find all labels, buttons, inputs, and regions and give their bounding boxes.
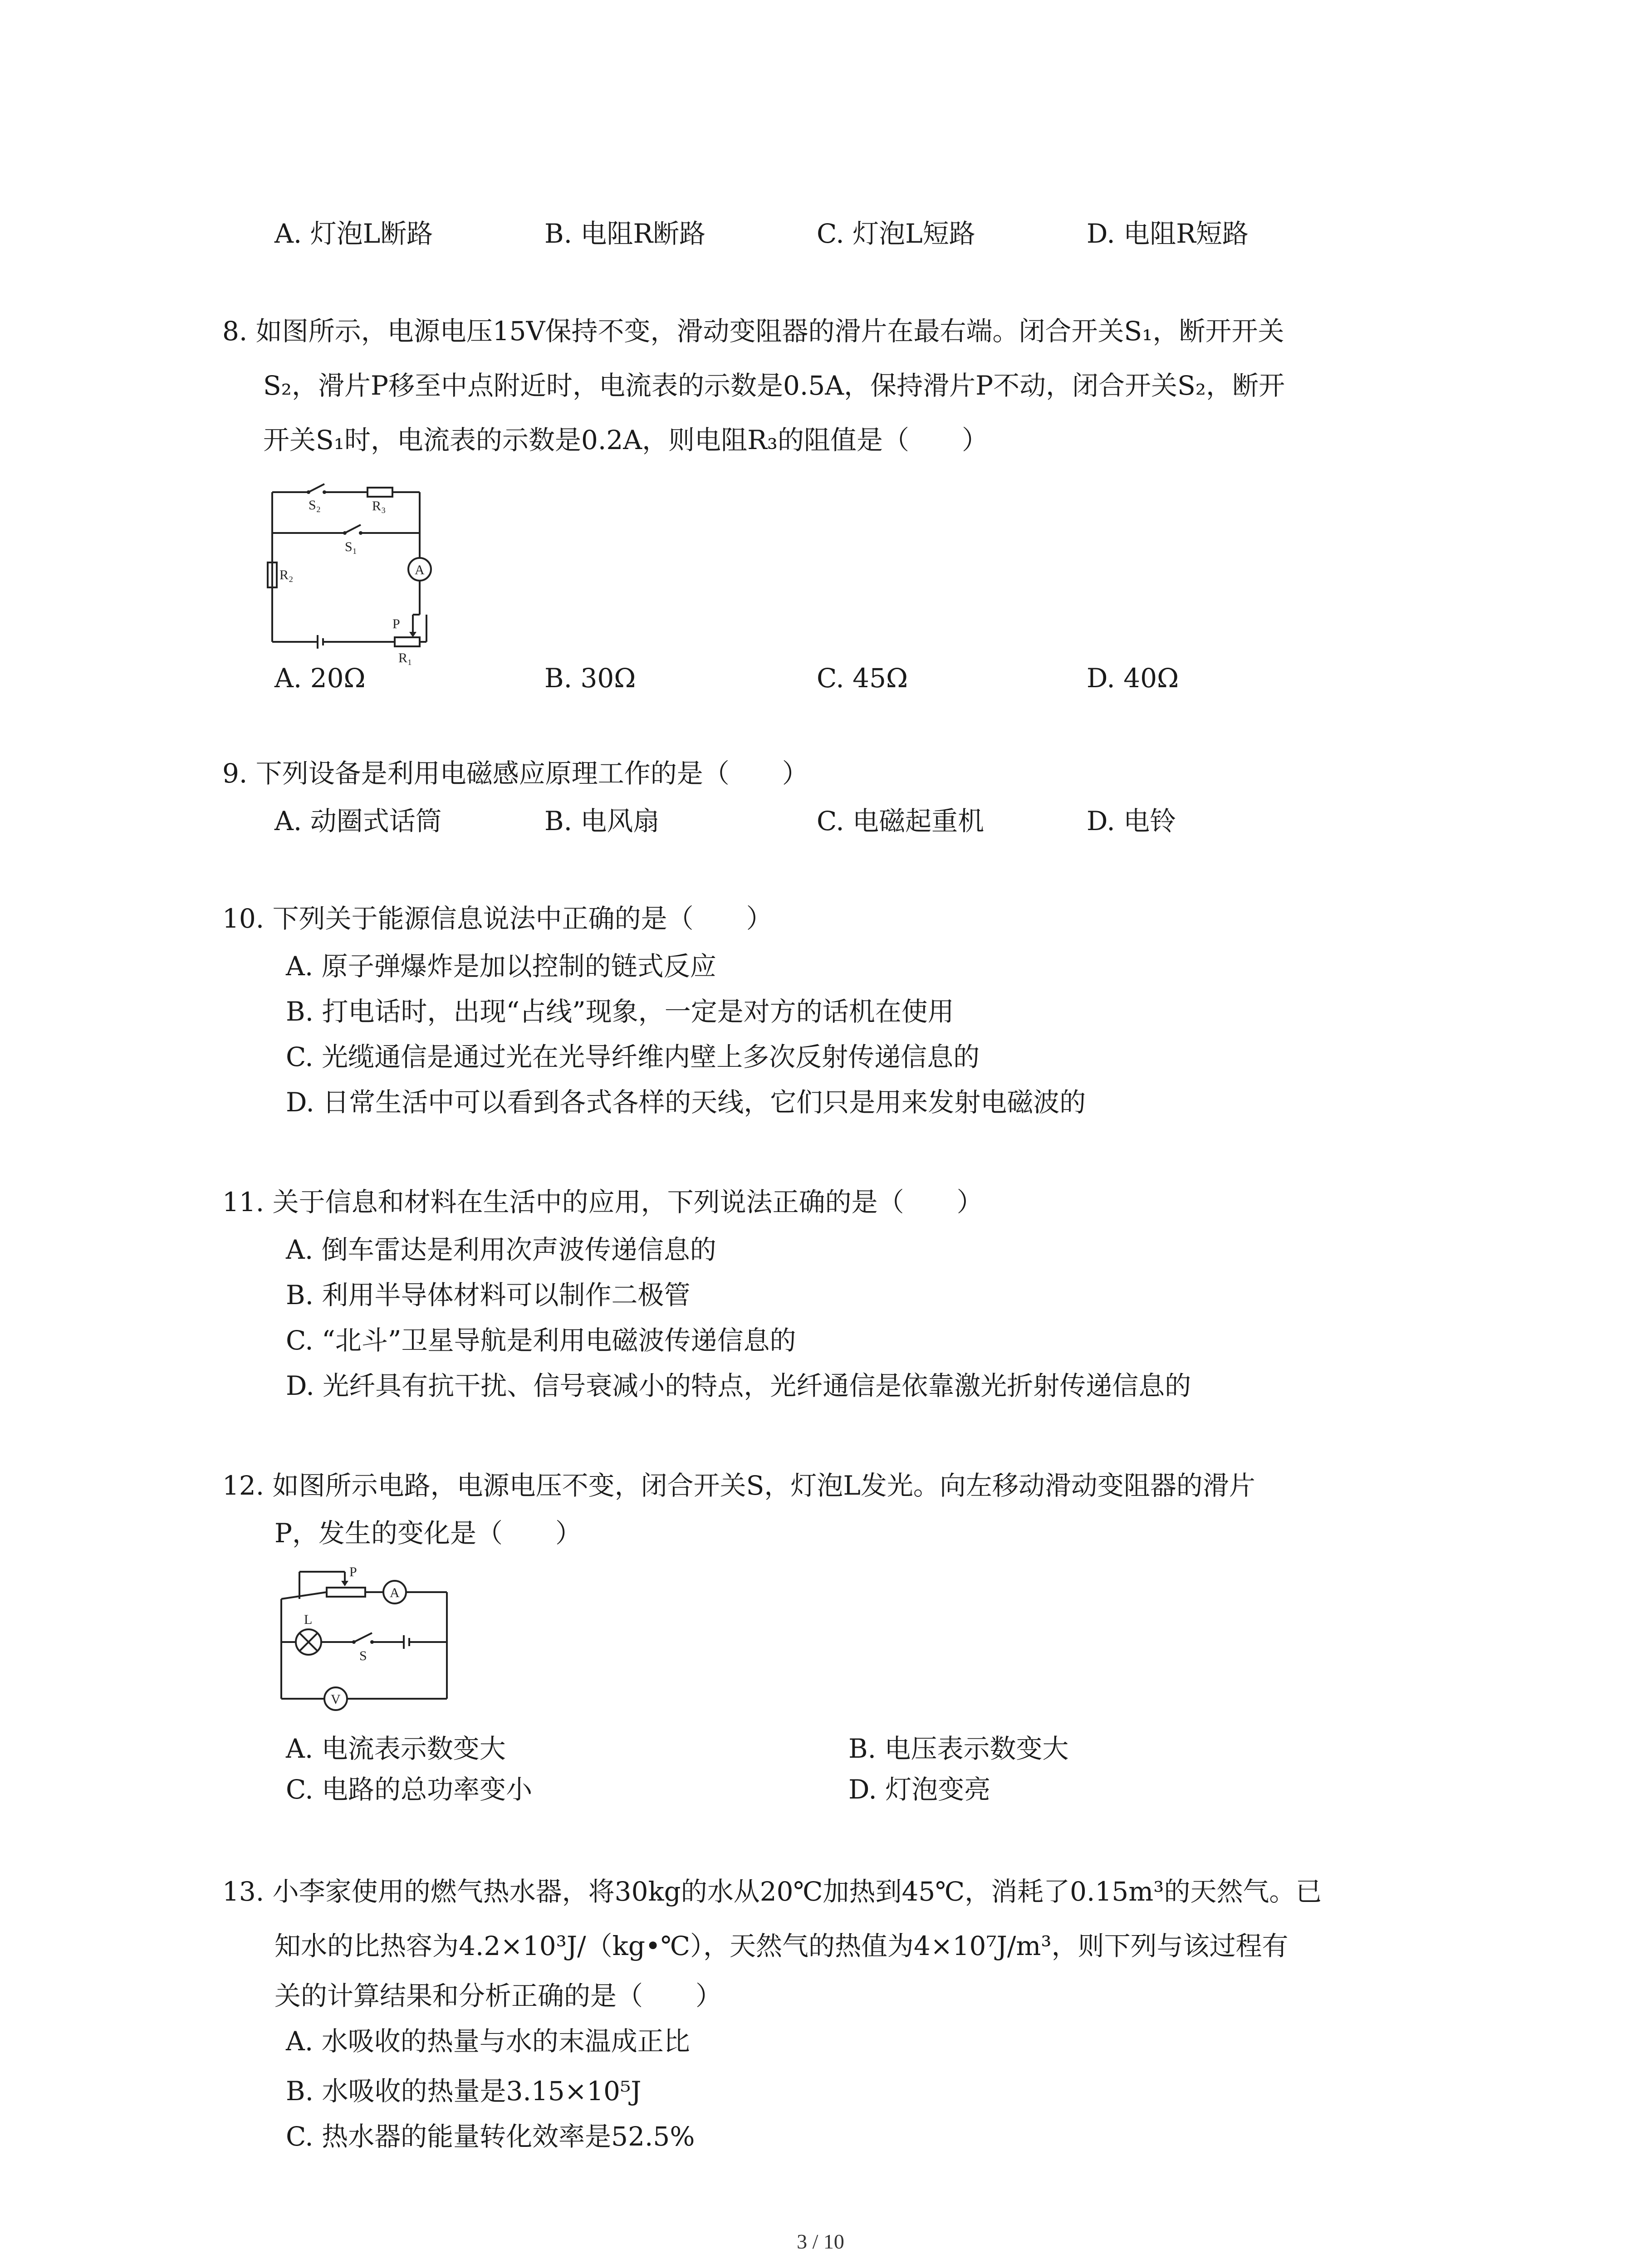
label-s1: S₁ <box>345 539 358 554</box>
label-ammeter: A <box>390 1585 400 1600</box>
slider-arrow-icon <box>341 1581 348 1586</box>
q8-stem-line3: 开关S₁时，电流表的示数是0.2A，则电阻R₃的阻值是（ ） <box>263 425 989 455</box>
q8-stem-line1: 8. 如图所示，电源电压15V保持不变，滑动变阻器的滑片在最右端。闭合开关S₁，断开开关 <box>222 316 1284 347</box>
q11-stem: 11. 关于信息和材料在生活中的应用，下列说法正确的是（ ） <box>222 1187 983 1217</box>
label-s: S <box>359 1648 367 1663</box>
q10-option-a: A. 原子弹爆炸是加以控制的链式反应 <box>286 951 716 982</box>
q11-option-d: D. 光纤具有抗干扰、信号衰减小的特点，光纤通信是依靠激光折射传递信息的 <box>286 1370 1191 1401</box>
q10-option-d: D. 日常生活中可以看到各式各样的天线，它们只是用来发射电磁波的 <box>286 1087 1086 1118</box>
q9-option-b: B. 电风扇 <box>544 806 660 836</box>
label-s2: S₂ <box>309 498 321 513</box>
q10-option-c: C. 光缆通信是通过光在光导纤维内壁上多次反射传递信息的 <box>286 1041 980 1072</box>
q10-option-b: B. 打电话时，出现“占线”现象，一定是对方的话机在使用 <box>286 996 954 1027</box>
label-r3: R₃ <box>372 499 386 513</box>
r1-resistor <box>395 637 420 646</box>
q12-option-c: C. 电路的总功率变小 <box>286 1774 533 1805</box>
label-p: P <box>392 616 400 631</box>
q8-option-c: C. 45Ω <box>817 663 908 694</box>
q11-option-c: C. “北斗”卫星导航是利用电磁波传递信息的 <box>286 1325 796 1356</box>
q9-option-d: D. 电铃 <box>1087 806 1176 836</box>
q8-option-a: A. 20Ω <box>274 663 366 694</box>
q13-stem-line2: 知水的比热容为4.2×10³J/（kg•℃），天然气的热值为4×10⁷J/m³，则下列与该过程有 <box>274 1931 1288 1961</box>
q13-stem-line1: 13. 小李家使用的燃气热水器，将30kg的水从20℃加热到45℃，消耗了0.15m³的天然气。已 <box>222 1876 1322 1907</box>
q12-circuit-diagram <box>272 1563 454 1712</box>
q8-option-d: D. 40Ω <box>1087 663 1179 694</box>
q8-circuit-diagram <box>263 479 463 669</box>
q10-stem: 10. 下列关于能源信息说法中正确的是（ ） <box>222 903 773 934</box>
page-number: 3 / 10 <box>797 2230 844 2253</box>
q11-option-a: A. 倒车雷达是利用次声波传递信息的 <box>286 1234 716 1265</box>
q9-option-a: A. 动圈式话筒 <box>274 806 442 836</box>
q11-option-b: B. 利用半导体材料可以制作二极管 <box>286 1280 691 1310</box>
q9-option-c: C. 电磁起重机 <box>817 806 985 836</box>
q12-stem-line2: P，发生的变化是（ ） <box>274 1518 582 1549</box>
r3-resistor <box>367 488 392 497</box>
q8-option-b: B. 30Ω <box>544 663 636 694</box>
label-l: L <box>304 1612 313 1627</box>
s2-switch-blade <box>309 484 324 492</box>
q13-option-c: C. 热水器的能量转化效率是52.5% <box>286 2121 695 2152</box>
q13-option-b: B. 水吸收的热量是3.15×10⁵J <box>286 2076 642 2107</box>
label-ammeter: A <box>415 562 425 577</box>
q8-stem-line2: S₂，滑片P移至中点附近时，电流表的示数是0.5A，保持滑片P不动，闭合开关S₂，断开 <box>263 370 1285 401</box>
label-r2: R₂ <box>279 567 294 582</box>
label-r1: R₁ <box>398 650 412 665</box>
q12-option-a: A. 电流表示数变大 <box>286 1733 506 1764</box>
q12-option-d: D. 灯泡变亮 <box>848 1774 991 1805</box>
q7-option-c: C. 灯泡L短路 <box>817 218 975 249</box>
q7-option-d: D. 电阻R短路 <box>1087 218 1249 249</box>
rheostat <box>327 1588 365 1597</box>
s-switch-blade <box>354 1633 372 1642</box>
s1-switch-blade <box>345 525 361 533</box>
q12-stem-line1: 12. 如图所示电路，电源电压不变，闭合开关S，灯泡L发光。向左移动滑动变阻器的滑片 <box>222 1470 1255 1501</box>
q13-option-a: A. 水吸收的热量与水的末温成正比 <box>286 2026 690 2057</box>
q7-option-b: B. 电阻R断路 <box>544 218 706 249</box>
label-voltmeter: V <box>331 1692 341 1707</box>
q13-stem-line3: 关的计算结果和分析正确的是（ ） <box>274 1980 722 2011</box>
q12-option-b: B. 电压表示数变大 <box>848 1733 1069 1764</box>
label-p: P <box>349 1564 357 1579</box>
q7-option-a: A. 灯泡L断路 <box>274 218 433 249</box>
q9-stem: 9. 下列设备是利用电磁感应原理工作的是（ ） <box>222 758 808 789</box>
